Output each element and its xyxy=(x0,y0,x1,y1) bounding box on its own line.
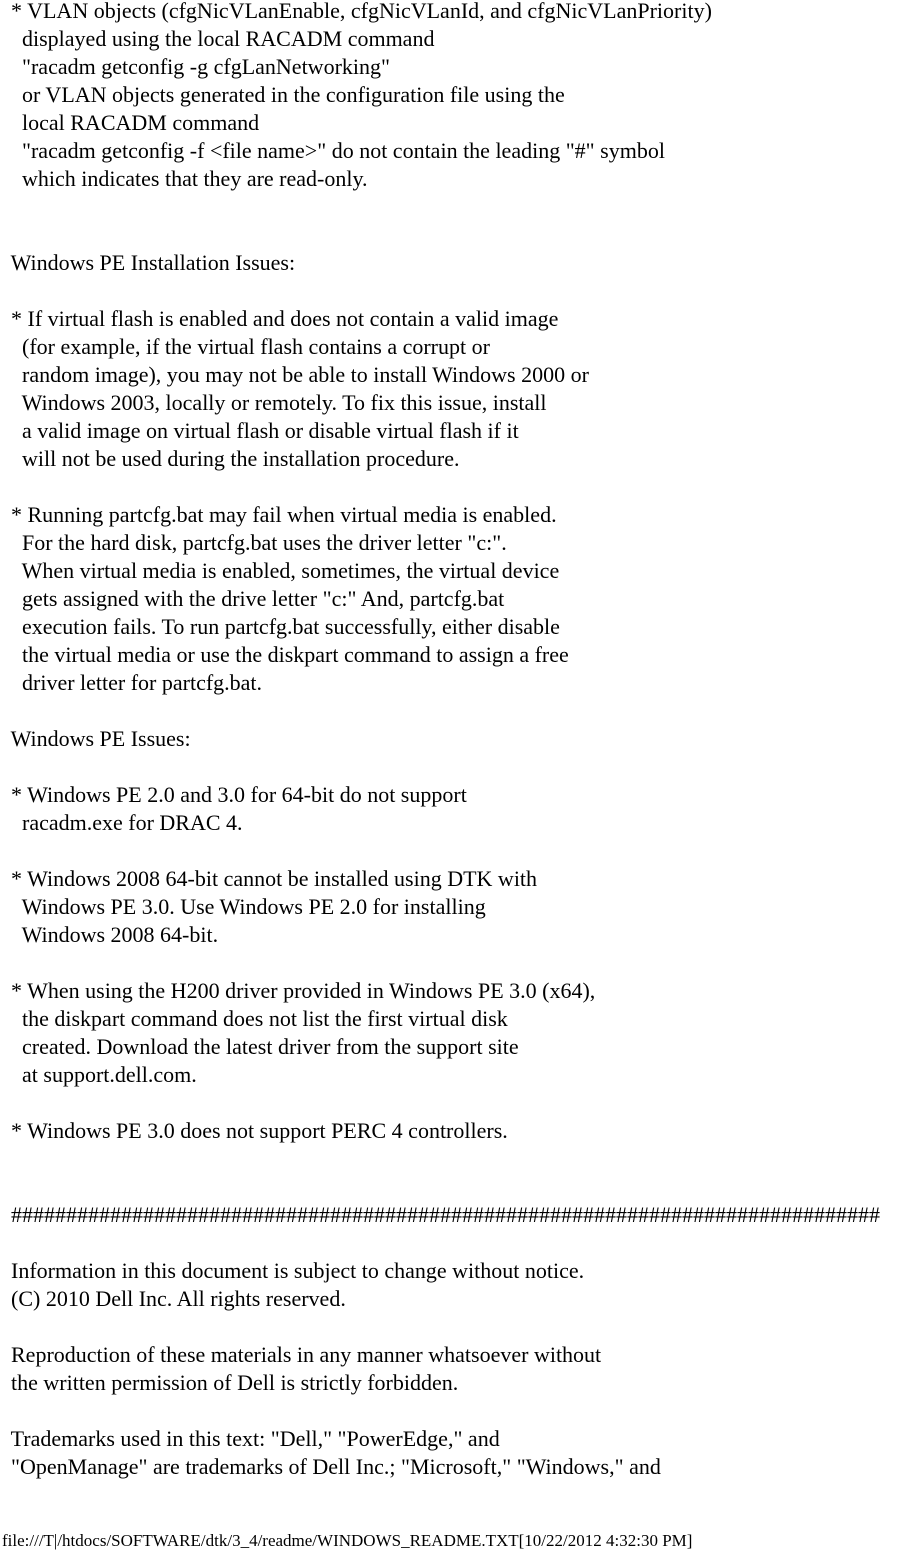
text-line: the written permission of Dell is strictly forbidden. xyxy=(0,1370,459,1395)
text-line: (C) 2010 Dell Inc. All rights reserved. xyxy=(0,1286,346,1311)
text-line: the virtual media or use the diskpart command to assign a free xyxy=(0,642,569,667)
text-line: displayed using the local RACADM command xyxy=(0,26,435,51)
text-line: * Running partcfg.bat may fail when virtual media is enabled. xyxy=(0,502,557,527)
text-line: gets assigned with the drive letter "c:" And, partcfg.bat xyxy=(0,586,505,611)
text-line: * VLAN objects (cfgNicVLanEnable, cfgNicVLanId, and cfgNicVLanPriority) xyxy=(0,0,712,23)
text-line: When virtual media is enabled, sometimes, the virtual device xyxy=(0,558,560,583)
text-line: a valid image on virtual flash or disable virtual flash if it xyxy=(0,418,519,443)
text-line: * When using the H200 driver provided in Windows PE 3.0 (x64), xyxy=(0,978,596,1003)
text-line: "racadm getconfig -f <file name>" do not contain the leading "#" symbol xyxy=(0,138,665,163)
text-line: Reproduction of these materials in any manner whatsoever without xyxy=(0,1342,602,1367)
text-line: created. Download the latest driver from the support site xyxy=(0,1034,519,1059)
text-line: * If virtual flash is enabled and does not contain a valid image xyxy=(0,306,559,331)
text-line: Windows PE 3.0. Use Windows PE 2.0 for installing xyxy=(0,894,486,919)
text-line: will not be used during the installation procedure. xyxy=(0,446,460,471)
text-line: "OpenManage" are trademarks of Dell Inc.; "Microsoft," "Windows," and xyxy=(0,1454,661,1479)
text-line: * Windows PE 3.0 does not support PERC 4 controllers. xyxy=(0,1118,508,1143)
text-line: "racadm getconfig -g cfgLanNetworking" xyxy=(0,54,390,79)
text-line: which indicates that they are read-only. xyxy=(0,166,368,191)
text-line: random image), you may not be able to install Windows 2000 or xyxy=(0,362,589,387)
text-line: Windows PE Issues: xyxy=(0,726,191,751)
text-line: For the hard disk, partcfg.bat uses the driver letter "c:". xyxy=(0,530,507,555)
text-line: the diskpart command does not list the first virtual disk xyxy=(0,1006,508,1031)
text-line: (for example, if the virtual flash contains a corrupt or xyxy=(0,334,490,359)
text-line: Windows 2008 64-bit. xyxy=(0,922,219,947)
print-footer-url: file:///T|/htdocs/SOFTWARE/dtk/3_4/readme/WINDOWS_README.TXT[10/22/2012 4:32:30 PM] xyxy=(2,1531,693,1550)
text-line: Information in this document is subject to change without notice. xyxy=(0,1258,585,1283)
text-line: or VLAN objects generated in the configuration file using the xyxy=(0,82,565,107)
text-line: Windows PE Installation Issues: xyxy=(0,250,296,275)
text-line: Windows 2003, locally or remotely. To fix this issue, install xyxy=(0,390,547,415)
text-line: Trademarks used in this text: "Dell," "PowerEdge," and xyxy=(0,1426,500,1451)
text-line: * Windows PE 2.0 and 3.0 for 64-bit do not support xyxy=(0,782,467,807)
text-line: * Windows 2008 64-bit cannot be installed using DTK with xyxy=(0,866,538,891)
text-line: racadm.exe for DRAC 4. xyxy=(0,810,243,835)
text-line: ############################################################################### xyxy=(0,1202,880,1227)
text-line: at support.dell.com. xyxy=(0,1062,197,1087)
text-line: execution fails. To run partcfg.bat successfully, either disable xyxy=(0,614,560,639)
text-line: driver letter for partcfg.bat. xyxy=(0,670,263,695)
text-line: local RACADM command xyxy=(0,110,260,135)
